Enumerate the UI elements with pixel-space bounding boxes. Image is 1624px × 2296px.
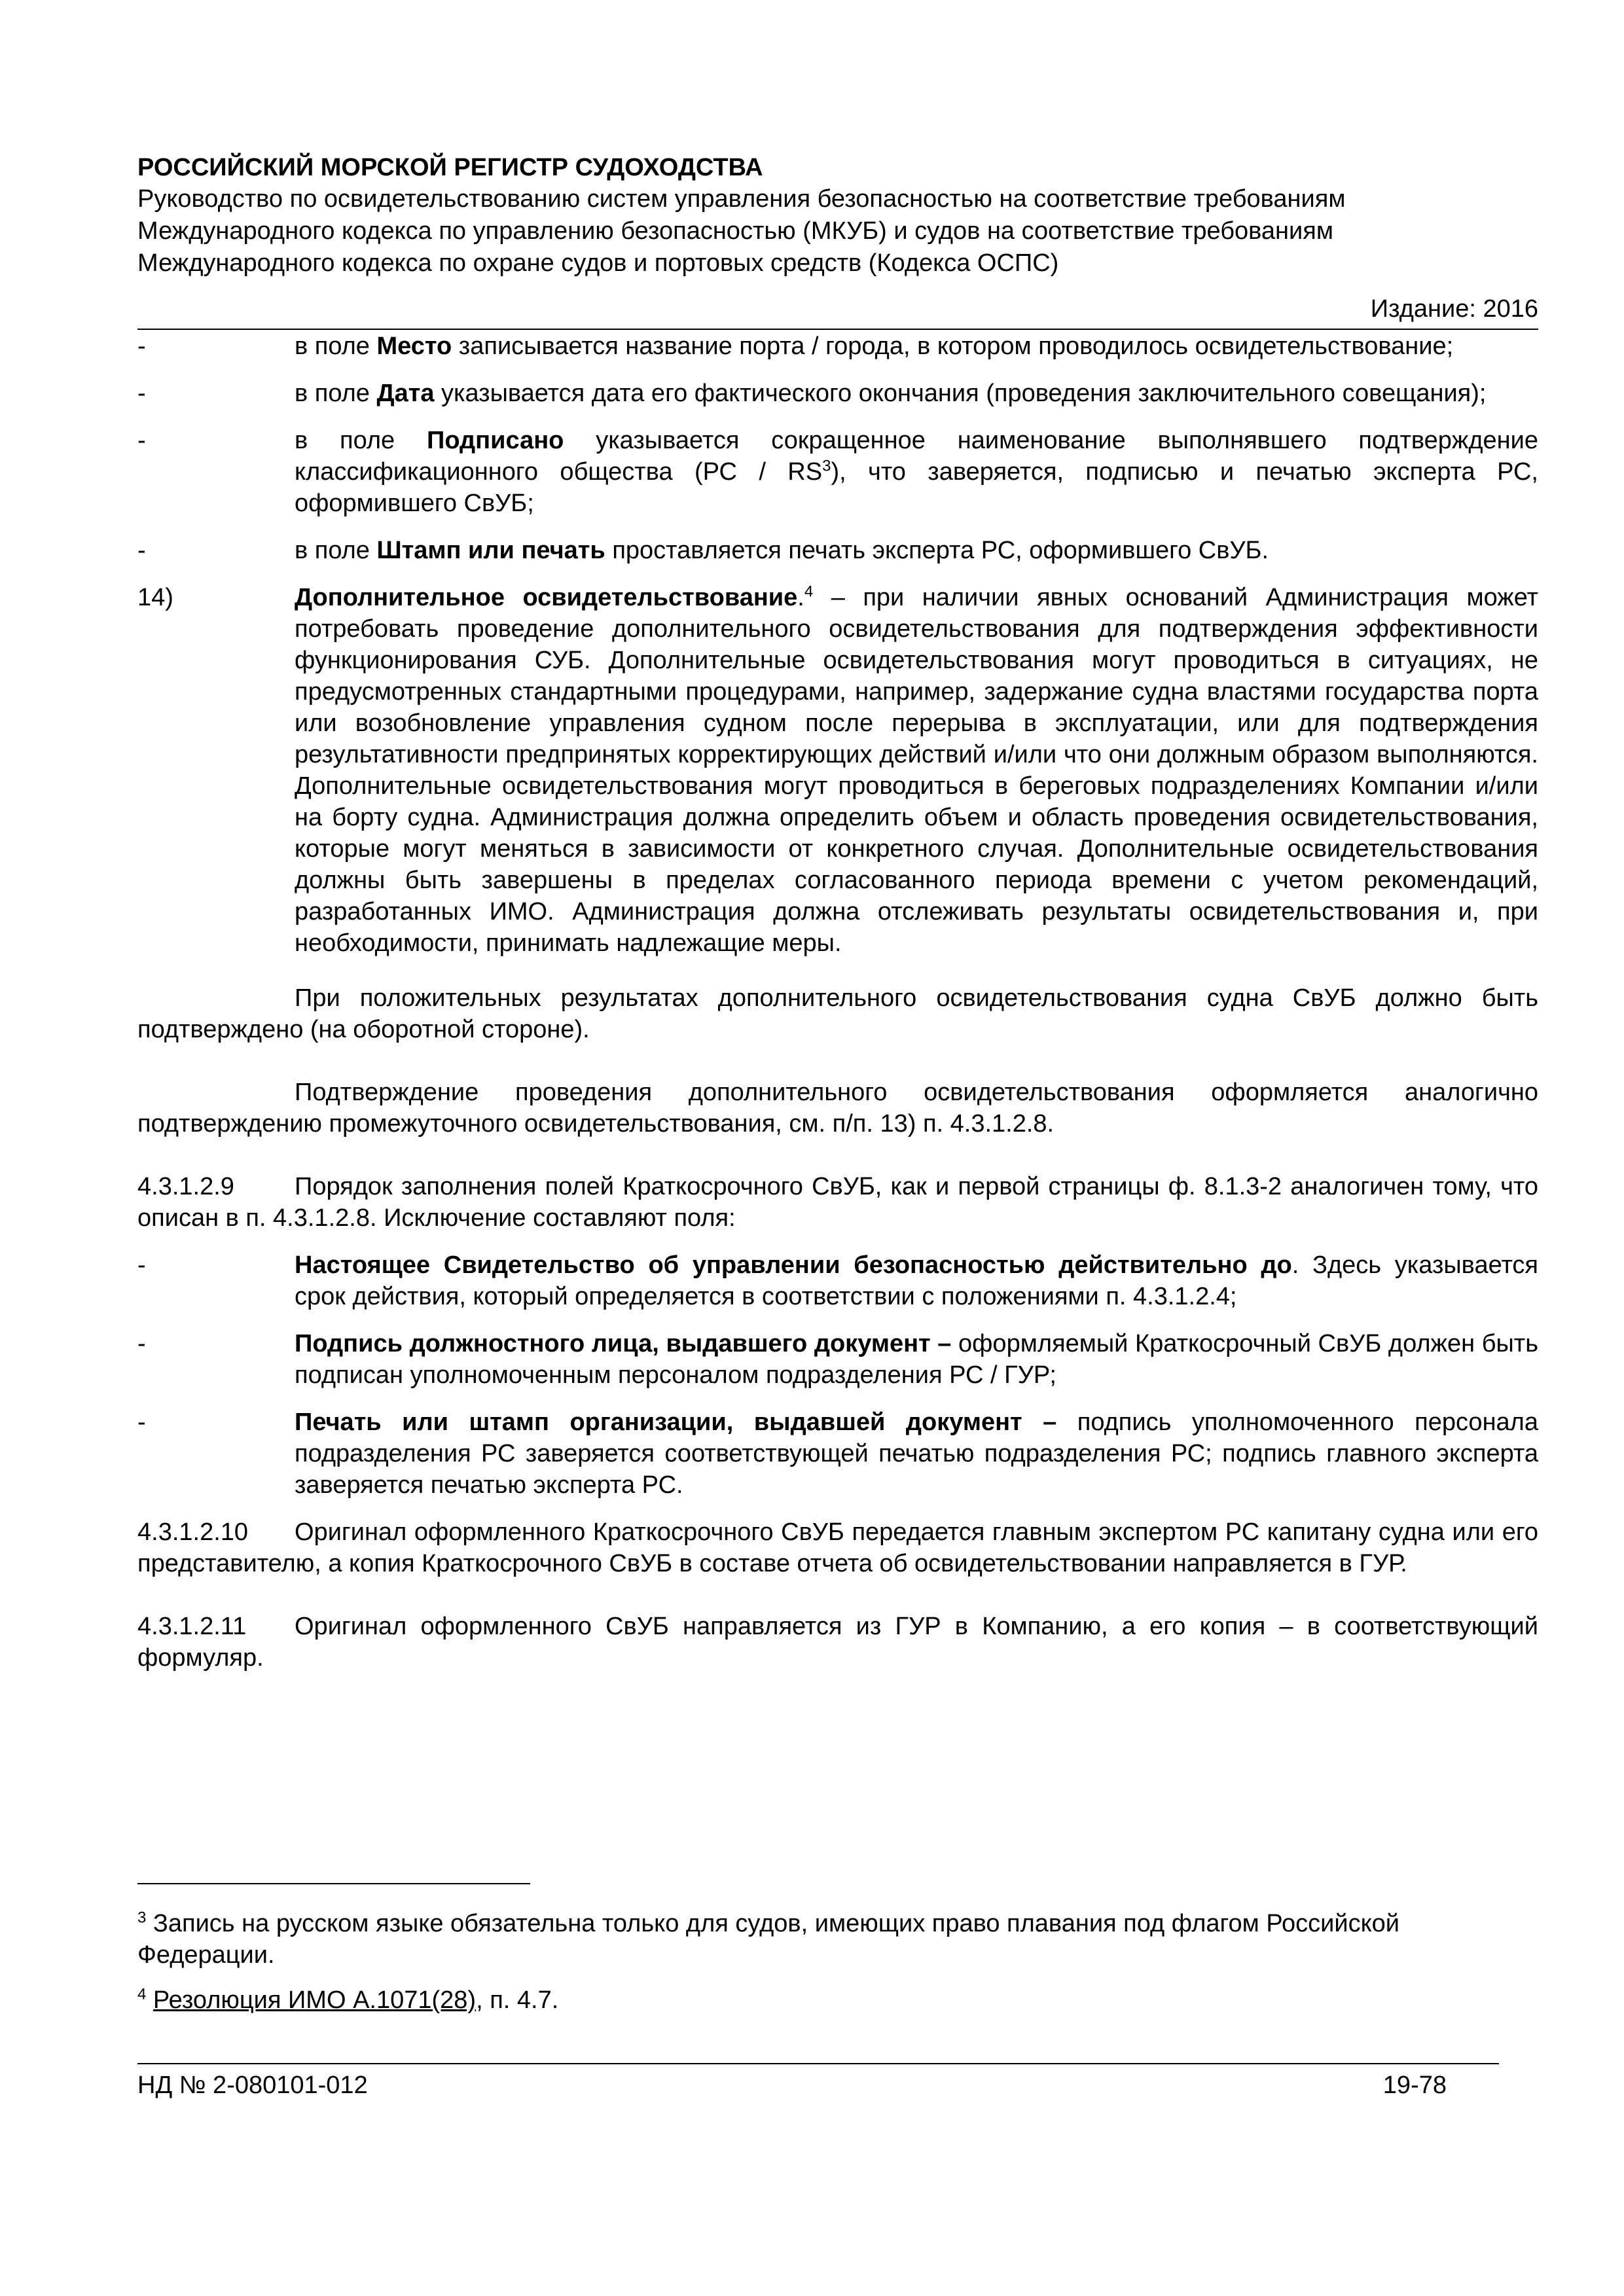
paragraph-positive-results: При положительных результатах дополнительного освидетельствования судна СвУБ должно быть подтверждено (на оборотной стороне). [137,984,1538,1043]
footnote-text: Запись на русском языке обязательна только для судов, имеющих право плавания под флагом Российской Федерации. [137,1910,1400,1969]
field-name: Печать или штамп организации, выдавшей документ – [295,1408,1057,1436]
guide-title-line-2: Международного кодекса по управлению безопасностью (МКУБ) и судов на соответствие требованиям [137,217,1333,245]
item-text: в поле [295,380,377,407]
list-item-signed [137,425,1538,519]
list-dash: - [137,1408,146,1436]
field-name: Подпись должностного лица, выдавшего документ – [295,1330,952,1357]
footer-divider [137,2063,1499,2064]
item-text: оформляемый Краткосрочный СвУБ должен быть подписан уполномоченным персоналом подразделения РС / ГУР; [295,1330,1538,1389]
section-4-3-1-2-9 [137,1171,1538,1234]
page-footer [137,2070,1447,2101]
list-dash: - [137,1330,146,1357]
list-item-stamp [137,535,1538,566]
guide-title-line-3: Международного кодекса по охране судов и портовых средств (Кодекса ОСПС) [137,249,1059,277]
list-dash: - [137,537,146,564]
footnote-text: , п. 4.7. [476,1986,559,2014]
section-number: 4.3.1.2.9 [137,1173,234,1200]
field-name: Дата [376,380,435,407]
item-text: указывается сокращенное наименование выполнявшего подтверждение классификационного общества (РС / RS [295,427,1538,486]
list-item-official-signature [137,1328,1538,1391]
page-header [137,152,1538,279]
list-number: 14) [137,584,173,611]
item-text: в поле [295,537,377,564]
document-number: НД № 2-080101-012 [137,2072,368,2099]
item-text: в поле [295,332,377,360]
list-dash: - [137,1251,146,1279]
edition-label: Издание: 2016 [1370,295,1538,323]
list-item-place [137,331,1538,362]
item-text: проставляется печать эксперта РС, оформившего СвУБ. [605,537,1269,564]
field-name: Место [376,332,452,360]
item-text: . [797,584,804,611]
section-text: Порядок заполнения полей Краткосрочного СвУБ, как и первой страницы ф. 8.1.3-2 аналогичен тому, что описан в п. 4.3.1.2.8. Исключение составляют поля: [137,1173,1538,1232]
item-text: в поле [295,427,427,454]
resolution-link[interactable]: Резолюция ИМО А.1071(28) [153,1986,477,2014]
footnote-number: 4 [137,1985,147,2003]
item-text: указывается дата его фактического окончания (проведения заключительного совещания); [434,380,1487,407]
footnote-3 [137,1908,1538,1971]
footnote-4 [137,1984,1538,2016]
footnote-divider [137,1883,530,1884]
footnote-number: 3 [137,1909,147,1927]
page-number: 19-78 [1382,2072,1447,2099]
section-number: 4.3.1.2.10 [137,1518,249,1546]
list-item-date [137,378,1538,409]
field-name: Штамп или печать [376,537,605,564]
field-name: Подписано [427,427,564,454]
document-body [137,331,1538,1674]
organization-title: РОССИЙСКИЙ МОРСКОЙ РЕГИСТР СУДОХОДСТВА [137,154,763,181]
list-item-organization-seal [137,1407,1538,1501]
field-name: Настоящее Свидетельство об управлении безопасностью действительно до [295,1251,1292,1279]
footnote-ref-4[interactable]: 4 [804,583,814,601]
header-divider [137,329,1538,330]
guide-title-line-1: Руководство по освидетельствованию систем управления безопасностью на соответствие требованиям [137,185,1346,213]
list-dash: - [137,427,146,454]
item-text: подпись уполномоченного персонала подразделения РС заверяется соответствующей печатью подразделения РС; подпись главного эксперта заверяется печатью эксперта РС. [295,1408,1538,1499]
list-dash: - [137,332,146,360]
list-item-valid-until [137,1249,1538,1312]
item-text: – при наличии явных оснований Администрация может потребовать проведение дополнительного освидетельствования для подтверждения эффективности функционирования СУБ. Дополнительные освидетельствования могут проводиться в ситуациях, не предусмотренных стандартными процедурами, например, задержание судна властями государства порта или возобновление управления судном после перерыва в эксплуатации, или для подтверждения результативности предпринятых корректирующих действий и/или что они должным образом выполняются. Дополнительные освидетельствования могут проводиться в береговых подразделениях Компании и/или на борту судна. Администрация должна определить объем и область проведения освидетельствования, которые могут меняться в зависимости от конкретного случая. Дополнительные освидетельствования должны быть завершены в пределах согласованного периода времени с учетом рекомендаций, разработанных ИМО. Администрация должна отслеживать результаты освидетельствования и, при необходимости, принимать надлежащие меры. [295,584,1538,957]
section-text: Оригинал оформленного СвУБ направляется из ГУР в Компанию, а его копия – в соответствующий формуляр. [137,1613,1538,1672]
section-4-3-1-2-11 [137,1611,1538,1674]
list-item-additional-survey [137,582,1538,959]
section-text: Оригинал оформленного Краткосрочного СвУБ передается главным экспертом РС капитану судна или его представителю, а копия Краткосрочного СвУБ в составе отчета об освидетельствовании направляется в ГУР. [137,1518,1538,1577]
section-number: 4.3.1.2.11 [137,1613,247,1640]
term-heading: Дополнительное освидетельствование [295,584,798,611]
section-4-3-1-2-10 [137,1516,1538,1579]
list-dash: - [137,380,146,407]
item-text: записывается название порта / города, в котором проводилось освидетельствование; [452,332,1454,360]
footnote-ref-3[interactable]: 3 [822,457,831,475]
item-text: . Здесь указывается срок действия, который определяется в соответствии с положениями п. 4.3.1.2.4; [295,1251,1538,1310]
item-text: ), что заверяется, подписью и печатью эксперта РС, оформившего СвУБ; [295,458,1538,517]
paragraph-confirmation: Подтверждение проведения дополнительного освидетельствования оформляется аналогично подтверждению промежуточного освидетельствования, см. п/п. 13) п. 4.3.1.2.8. [137,1079,1538,1138]
